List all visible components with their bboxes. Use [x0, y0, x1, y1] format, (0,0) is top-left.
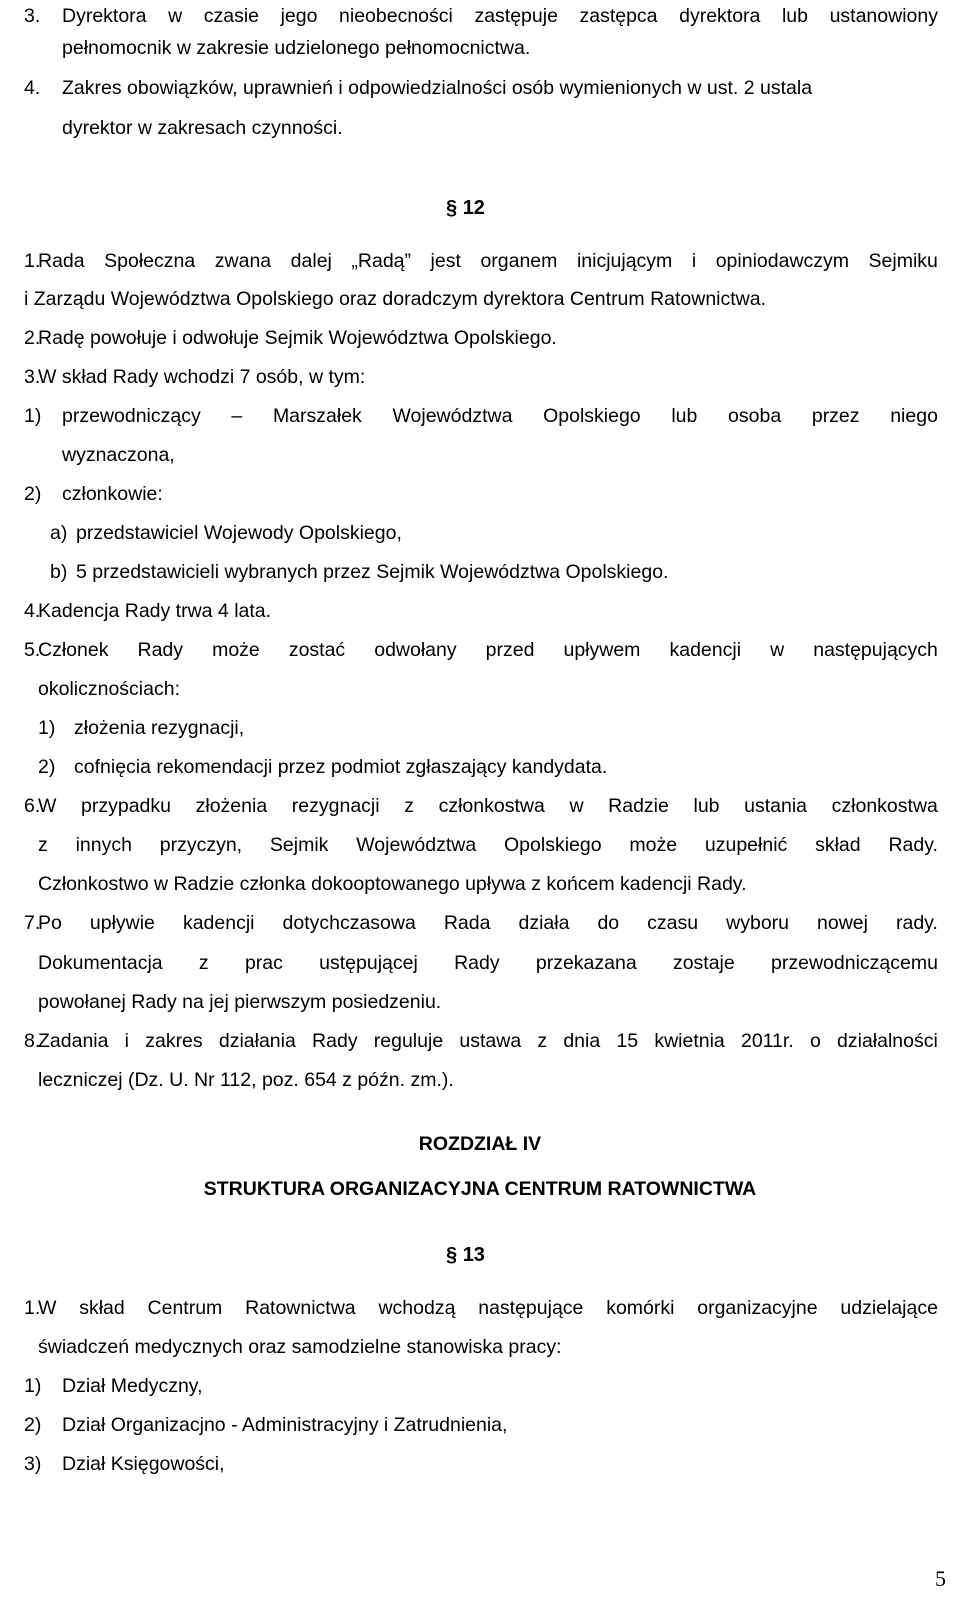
item-text: Dyrektora w czasie jego nieobecności zastępuje zastępca dyrektora lub ustanowiony — [62, 5, 938, 27]
item-text: pełnomocnik w zakresie udzielonego pełnomocnictwa. — [62, 37, 531, 59]
item-number: 3. — [24, 5, 41, 27]
section-number: 12 — [462, 197, 485, 219]
item-text: Po upływie kadencji dotychczasowa Rada działa do czasu wyboru nowej rady. — [38, 912, 938, 934]
subitem-number: 1) — [24, 405, 42, 427]
item-number: 4. — [24, 77, 41, 99]
chapter-title: ROZDZIAŁ IV — [418, 1133, 542, 1155]
item-text: W skład Rady wchodzi 7 osób, w tym: — [38, 366, 366, 388]
item-text: z innych przyczyn, Sejmik Województwa Opolskiego może uzupełnić skład Rady. — [38, 834, 938, 856]
subitem-text: członkowie: — [62, 483, 163, 505]
item-number: 6. — [24, 795, 41, 817]
item-number: 1. — [24, 1297, 41, 1319]
section-heading-13 — [446, 1243, 485, 1267]
letter-number: b) — [50, 561, 68, 583]
item-text: dyrektor w zakresach czynności. — [62, 117, 343, 139]
item-text: powołanej Rady na jej pierwszym posiedzeniu. — [38, 991, 442, 1013]
item-text: okolicznościach: — [38, 678, 180, 700]
subitem-number: 2) — [24, 1414, 42, 1436]
letter-text: 5 przedstawicieli wybranych przez Sejmik Województwa Opolskiego. — [76, 561, 669, 583]
item-text: leczniczej (Dz. U. Nr 112, poz. 654 z późn. zm.). — [38, 1069, 454, 1091]
item-number: 4. — [24, 600, 41, 622]
subitem-text: Dział Organizacjno - Administracyjny i Zatrudnienia, — [62, 1414, 508, 1436]
item-text: W skład Centrum Ratownictwa wchodzą następujące komórki organizacyjne udzielające — [38, 1297, 938, 1319]
letter-text: przedstawiciel Wojewody Opolskiego, — [76, 522, 402, 544]
item-text: Członek Rady może zostać odwołany przed upływem kadencji w następujących — [38, 639, 938, 661]
letter-number: a) — [50, 522, 68, 544]
subitem-number: 1) — [38, 717, 56, 739]
item-text: Zakres obowiązków, uprawnień i odpowiedzialności osób wymienionych w ust. 2 ustala — [62, 77, 813, 99]
item-text: Dokumentacja z prac ustępującej Rady przekazana zostaje przewodniczącemu — [38, 952, 938, 974]
subitem-text: złożenia rezygnacji, — [74, 717, 245, 739]
item-number: 1. — [24, 250, 41, 272]
subitem-text: cofnięcia rekomendacji przez podmiot zgłaszający kandydata. — [74, 756, 608, 778]
subitem-text: Dział Księgowości, — [62, 1453, 225, 1475]
item-number: 7. — [24, 912, 41, 934]
item-text: Członkostwo w Radzie członka dokooptowanego upływa z końcem kadencji Rady. — [38, 873, 747, 895]
subitem-number: 2) — [24, 483, 42, 505]
item-text: i Zarządu Województwa Opolskiego oraz doradczym dyrektora Centrum Ratownictwa. — [24, 288, 767, 310]
chapter-subtitle: STRUKTURA ORGANIZACYJNA CENTRUM RATOWNICTWA — [203, 1178, 757, 1200]
section-heading-12 — [446, 196, 485, 220]
item-text: Rada Społeczna zwana dalej „Radą” jest organem inicjującym i opiniodawczym Sejmiku — [38, 250, 938, 272]
subitem-number: 2) — [38, 756, 56, 778]
item-text: świadczeń medycznych oraz samodzielne stanowiska pracy: — [38, 1336, 562, 1358]
item-number: 3. — [24, 366, 41, 388]
item-text: Kadencja Rady trwa 4 lata. — [38, 600, 272, 622]
item-text: W przypadku złożenia rezygnacji z członkostwa w Radzie lub ustania członkostwa — [38, 795, 938, 817]
item-number: 5. — [24, 639, 41, 661]
subitem-text: wyznaczona, — [62, 444, 175, 466]
section-sign: § — [446, 1244, 458, 1266]
subitem-number: 1) — [24, 1375, 42, 1397]
subitem-text: przewodniczący – Marszałek Województwa Opolskiego lub osoba przez niego — [62, 405, 938, 427]
item-number: 2. — [24, 327, 41, 349]
item-text: Zadania i zakres działania Rady reguluje ustawa z dnia 15 kwietnia 2011r. o działalności — [38, 1030, 938, 1052]
section-number: 13 — [462, 1244, 485, 1266]
item-number: 8. — [24, 1030, 41, 1052]
subitem-text: Dział Medyczny, — [62, 1375, 203, 1397]
subitem-number: 3) — [24, 1453, 42, 1475]
page-number: 5 — [935, 1566, 946, 1591]
item-text: Radę powołuje i odwołuje Sejmik Województwa Opolskiego. — [38, 327, 557, 349]
section-sign: § — [446, 197, 458, 219]
